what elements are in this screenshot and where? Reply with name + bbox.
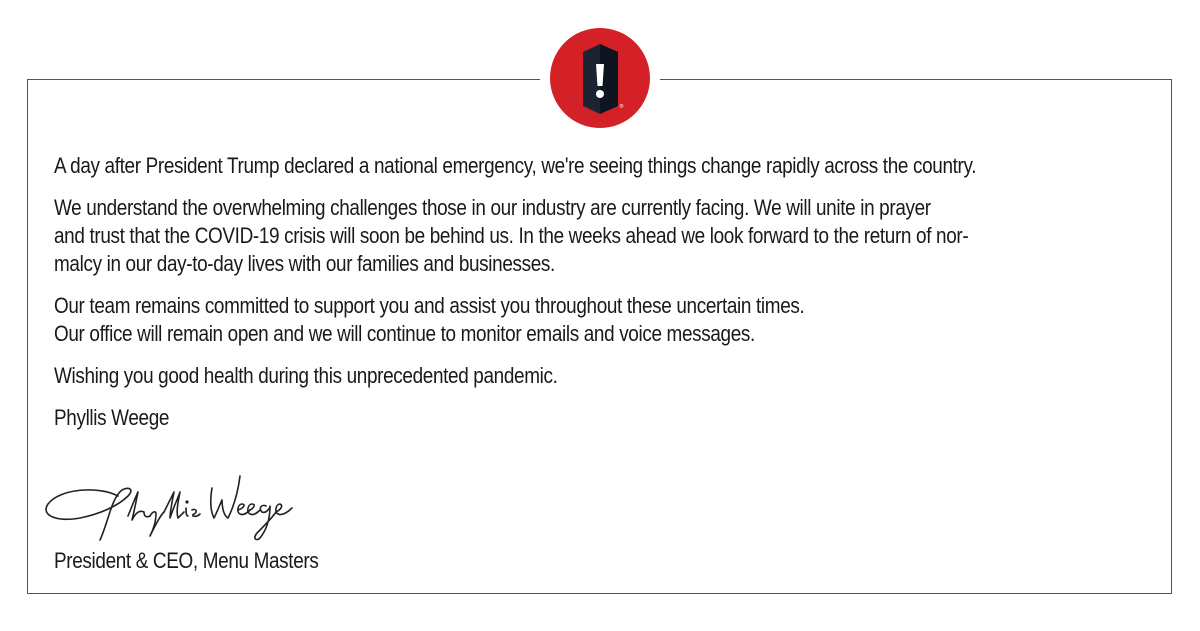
handwritten-signature	[40, 466, 302, 546]
paragraph-3	[54, 292, 1146, 348]
paragraph-4-line: Wishing you good health during this unprecedented pandemic.	[54, 363, 558, 388]
paragraph-3-line-2: Our office will remain open and we will continue to monitor emails and voice messages.	[54, 321, 755, 346]
paragraph-1-line: A day after President Trump declared a national emergency, we're seeing things change rapidly across the country.	[54, 153, 977, 178]
signer-title: President & CEO, Menu Masters	[54, 548, 319, 573]
paragraph-2	[54, 194, 1146, 278]
paragraph-3-line-1: Our team remains committed to support you and assist you throughout these uncertain times.	[54, 293, 805, 318]
signer-name	[54, 404, 1146, 432]
menu-exclamation-icon	[550, 28, 650, 128]
paragraph-2-line-3: malcy in our day-to-day lives with our families and businesses.	[54, 251, 555, 276]
svg-text:®: ®	[619, 104, 624, 110]
letter-body	[54, 152, 1000, 446]
paragraph-2-line-1: We understand the overwhelming challenges those in our industry are currently facing. We will unite in prayer	[54, 195, 931, 220]
paragraph-1	[54, 152, 1146, 180]
signature-text: Phyllis Weege	[40, 466, 47, 467]
signer-name-text: Phyllis Weege	[54, 405, 170, 430]
paragraph-4	[54, 362, 1146, 390]
paragraph-2-line-2: and trust that the COVID-19 crisis will soon be behind us. In the weeks ahead we look forward to the return of nor-	[54, 223, 969, 248]
